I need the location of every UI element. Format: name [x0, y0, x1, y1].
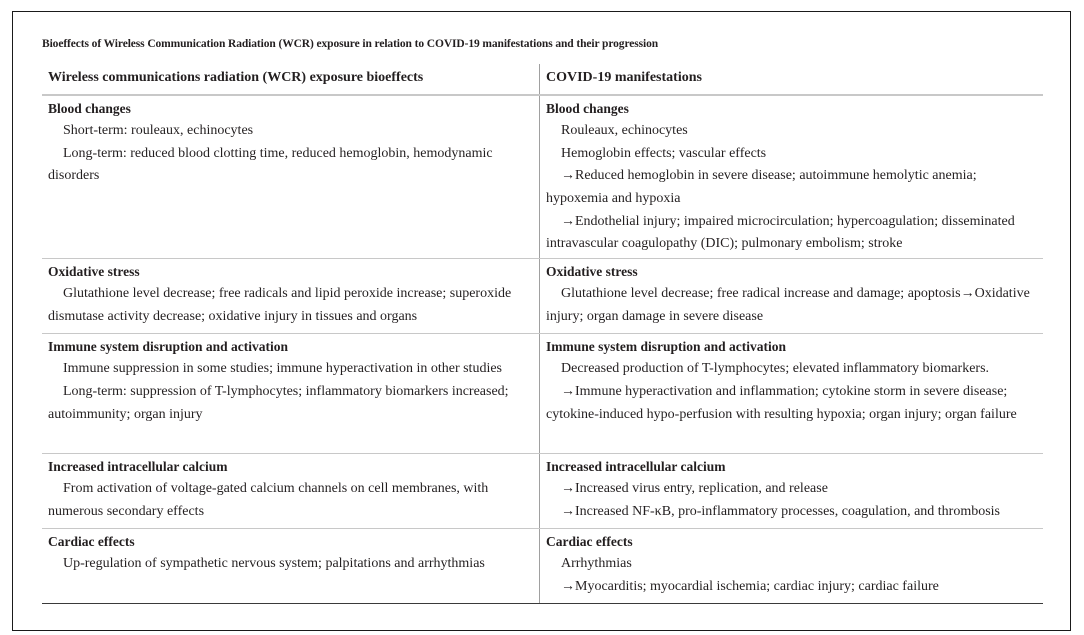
table-caption: Bioeffects of Wireless Communication Radiation (WCR) exposure in relation to COVID-19 manifestations and their progression: [42, 38, 659, 50]
cell-line: →Increased NF-κB, pro-inflammatory processes, coagulation, and thrombosis: [561, 503, 1001, 519]
header-covid-manifestations: COVID-19 manifestations: [540, 64, 1044, 95]
section-title: Oxidative stress: [48, 263, 140, 279]
cell-line: Long-term: suppression of T-lymphocytes; inflammatory biomarkers increased; autoimmunity; organ injury: [48, 383, 509, 422]
cell-wcr-oxidative-stress: [42, 258, 540, 333]
cell-line: Decreased production of T-lymphocytes; elevated inflammatory biomarkers.: [561, 361, 990, 377]
section-title: Cardiac effects: [546, 533, 633, 549]
section-title: Oxidative stress: [546, 263, 638, 279]
cell-line: Rouleaux, echinocytes: [561, 123, 688, 139]
section-title: Increased intracellular calcium: [48, 458, 228, 474]
table-row-immune-system: [42, 333, 1043, 453]
cell-covid-cardiac-effects: [540, 528, 1044, 603]
cell-line: →Reduced hemoglobin in severe disease; autoimmune hemolytic anemia; hypoxemia and hypoxia: [546, 168, 977, 206]
cell-line: Glutathione level decrease; free radicals and lipid peroxide increase; superoxide dismutase activity decrease; oxidative injury in tissues and organs: [48, 286, 512, 324]
header-wcr-bioeffects: Wireless communications radiation (WCR) exposure bioeffects: [42, 64, 540, 95]
cell-covid-oxidative-stress: [540, 258, 1044, 333]
cell-wcr-intracellular-calcium: [42, 453, 540, 528]
header-row: [42, 64, 1043, 95]
section-title: Immune system disruption and activation: [546, 338, 787, 354]
cell-line: Up-regulation of sympathetic nervous system; palpitations and arrhythmias: [63, 556, 485, 572]
section-title: Blood changes: [48, 100, 131, 116]
section-title: Cardiac effects: [48, 533, 135, 549]
cell-covid-blood-changes: [540, 95, 1044, 259]
cell-wcr-immune-system: [42, 333, 540, 453]
cell-line: Immune suppression in some studies; immune hyperactivation in other studies: [63, 361, 502, 377]
section-title: Increased intracellular calcium: [546, 458, 726, 474]
cell-line: Long-term: reduced blood clotting time, reduced hemoglobin, hemodynamic disorders: [48, 145, 493, 184]
cell-line: →Myocarditis; myocardial ischemia; cardiac injury; cardiac failure: [561, 578, 939, 594]
table-row-blood-changes: [42, 95, 1043, 259]
cell-covid-immune-system: [540, 333, 1044, 453]
section-title: Immune system disruption and activation: [48, 338, 289, 354]
cell-line: →Immune hyperactivation and inflammation; cytokine storm in severe disease; cytokine-induced hypo-perfusion with resulting hypoxia; organ injury; organ failure: [546, 383, 1017, 422]
cell-wcr-blood-changes: [42, 95, 540, 259]
bioeffects-table: [42, 64, 1043, 604]
table-row-oxidative-stress: [42, 258, 1043, 333]
cell-line: Hemoglobin effects; vascular effects: [561, 145, 767, 161]
section-title: Blood changes: [546, 100, 629, 116]
cell-line: →Increased virus entry, replication, and release: [561, 481, 828, 497]
cell-line: →Endothelial injury; impaired microcirculation; hypercoagulation; disseminated intravascular coagulopathy (DIC); pulmonary embolism; stroke: [546, 213, 1015, 252]
cell-line: Glutathione level decrease; free radical increase and damage; apoptosis→Oxidative injury; organ damage in severe disease: [546, 286, 1030, 324]
table-row-intracellular-calcium: [42, 453, 1043, 528]
cell-line: From activation of voltage-gated calcium channels on cell membranes, with numerous secondary effects: [48, 481, 489, 519]
cell-wcr-cardiac-effects: [42, 528, 540, 603]
table-row-cardiac-effects: [42, 528, 1043, 603]
cell-line: Arrhythmias: [561, 556, 632, 572]
cell-covid-intracellular-calcium: [540, 453, 1044, 528]
cell-line: Short-term: rouleaux, echinocytes: [63, 123, 254, 139]
